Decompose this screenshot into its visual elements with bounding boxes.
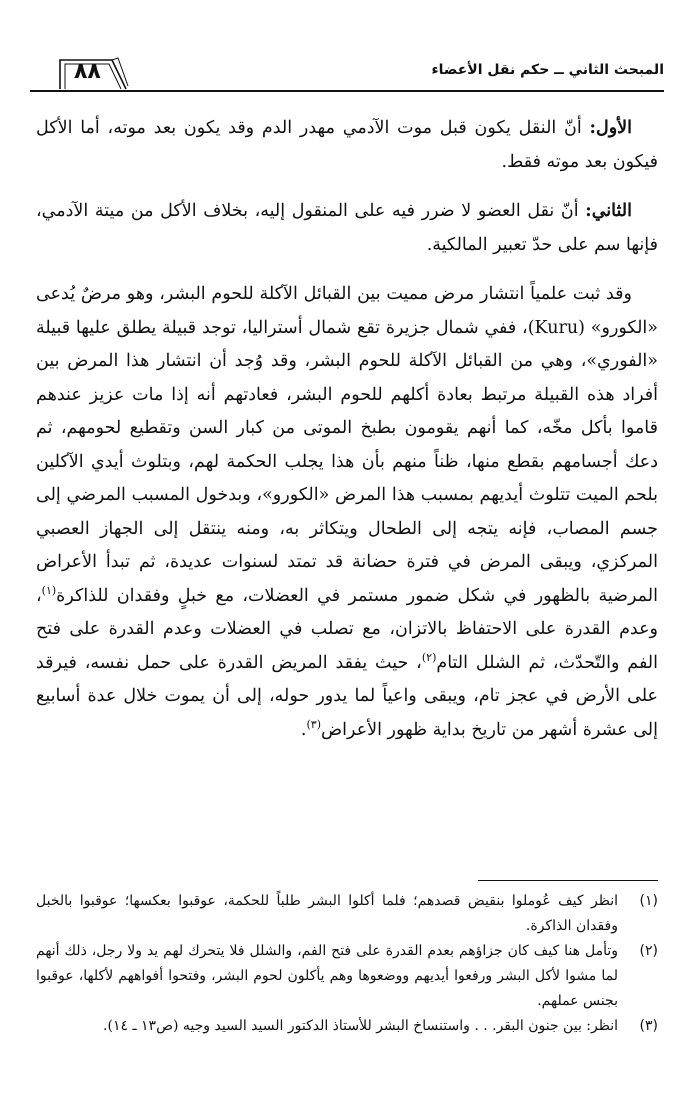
footnote-ref-3[interactable]: (٣) <box>306 717 322 731</box>
footnote-number: (٢) <box>639 943 658 959</box>
footnote-1 <box>36 889 658 939</box>
footnote-number: (٣) <box>639 1018 658 1034</box>
paragraph-lead: الأول: <box>589 118 632 138</box>
footnote-3 <box>36 1014 658 1039</box>
header-title: المبحث الثاني ــ حكم نقل الأعضاء <box>431 62 664 78</box>
main-text <box>36 112 658 747</box>
page-number: ٨٨ <box>74 59 101 84</box>
footnote-rule <box>478 880 658 881</box>
running-header <box>30 48 664 92</box>
footnote-ref-1[interactable]: (١) <box>41 583 57 597</box>
paragraph-first <box>36 112 658 179</box>
page-number-box <box>56 56 130 90</box>
paragraph-lead: الثاني: <box>585 201 632 221</box>
footnote-text: انظر: بين جنون البقر. . . واستنساخ البشر للأستاذ الدكتور السيد السيد وجيه (ص١٣ ـ ١٤). <box>103 1018 618 1034</box>
footnote-2 <box>36 939 658 1014</box>
footnote-text: انظر كيف عُوملوا بنقيض قصدهم؛ فلما أكلوا البشر طلباً للحكمة، عوقبوا بعكسها؛ عوقبوا بالخبل وفقدان الذاكرة. <box>36 893 618 934</box>
paragraph-text: أنّ نقل العضو لا ضرر فيه على المنقول إليه، بخلاف الأكل من ميتة الآدمي، فإنها سم على حدّ تعبير المالكية. <box>36 201 658 255</box>
paragraph-text: ، حيث يفقد المريض القدرة على حمل نفسه، فيرقد على الأرض في عجز تام، ويبقى واعياً لما يدور حوله، إلى أن يموت خلال عدة أسابيع إلى عشرة أشهر من تاريخ بداية ظهور الأعراض <box>36 652 658 740</box>
paragraph-text: . <box>300 719 307 740</box>
paragraph-text: وقد ثبت علمياً انتشار مرض مميت بين القبائل الآكلة للحوم البشر، وهو مرضٌ يُدعى «الكورو» (Kuru)، ففي شمال جزيرة تقع شمال أستراليا، توجد قبيلة يطلق عليها قبيلة «الفوري»، وهي من القبائل الآكلة للحوم البشر، وقد وُجد أن انتشار هذا المرض بين أفراد هذه القبيلة مرتبط بعادة أكلهم للحوم البشر، فعادتهم أنه إذا مات عزيز عندهم قاموا بأكل مخّه، كما أنهم يقومون بطبخ الموتى من كبار السن وتقطيع لحومهم، ثم دعك أجسامهم بقطع منها، ظناً منهم بأن هذا يجلب الحكمة لهم، وبتلوث أيدي الآكلين بلحم الميت تتلوث أيديهم بمسبب هذا المرض «الكورو»، وبدخول المسبب المرضي إلى جسم المصاب، فإنه يتجه إلى الطحال ويتكاثر به، ومنه ينتقل إلى الجهاز العصبي المركزي، ويبقى المرض في فترة حضانة قد تمتد لسنوات عديدة، ثم تبدأ الأعراض المرضية بالظهور في شكل ضمور مستمر في العضلات، مع خبلٍ وفقدان للذاكرة <box>36 284 659 606</box>
footnote-text: وتأمل هنا كيف كان جزاؤهم بعدم القدرة على فتح الفم، والشلل فلا يتحرك لهم يد ولا رجل، ذلك أنهم لما مشوا لأكل البشر ورفعوا أيديهم ووضعوها وهم يأكلون لحوم البشر، وفتحوا أفواههم لأكلها، عوقبوا بجنس عملهم. <box>36 943 618 1009</box>
header-rule <box>30 90 664 92</box>
paragraph-kuru <box>36 278 658 747</box>
paragraph-text: ، وعدم القدرة على الاحتفاظ بالاتزان، مع تصلب في العضلات وعدم القدرة على فتح الفم والتّحدّث، ثم الشلل التام <box>36 585 658 673</box>
paragraph-second <box>36 195 658 262</box>
footnote-ref-2[interactable]: (٢) <box>421 650 437 664</box>
footnotes <box>36 880 658 1039</box>
footnote-number: (١) <box>639 893 658 909</box>
paragraph-text: أنّ النقل يكون قبل موت الآدمي مهدر الدم وقد يكون بعد موته، أما الأكل فيكون بعد موته فقط. <box>36 118 658 172</box>
